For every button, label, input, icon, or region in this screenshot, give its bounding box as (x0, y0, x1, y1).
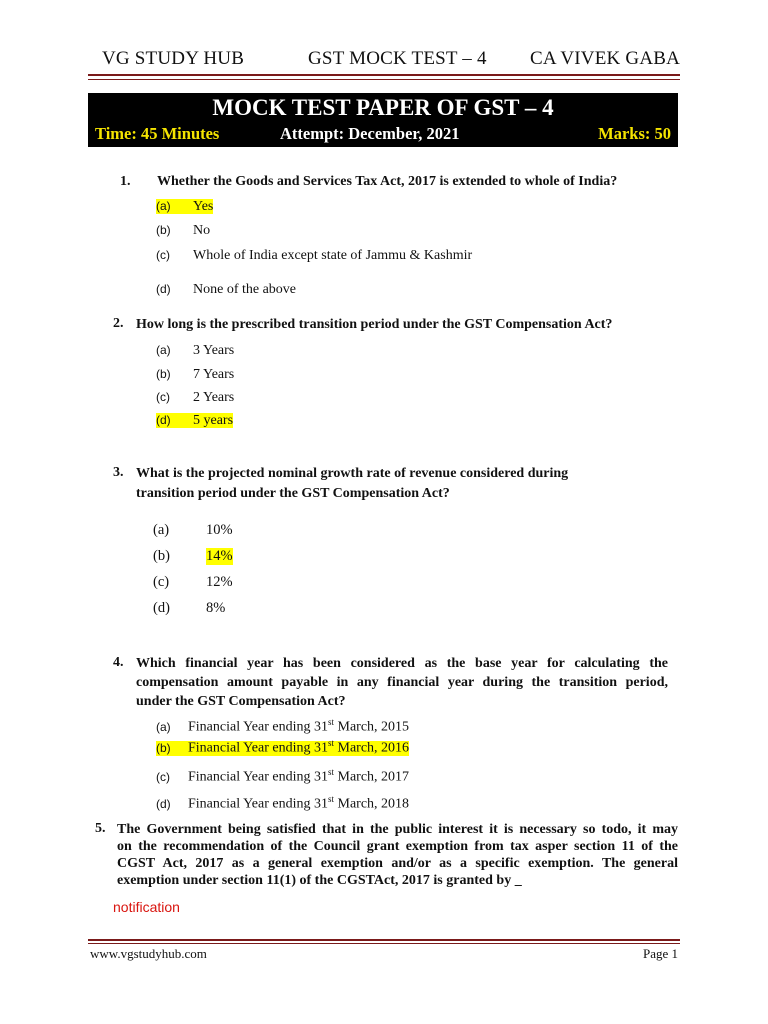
option-text: Financial Year ending 31st March, 2015 (188, 717, 410, 735)
question-text-line-2: on the recommendation of the Council grant exemption from tax asper section 11 of the (117, 839, 678, 854)
option-text: Whole of India except state of Jammu & Kashmir (193, 248, 473, 263)
option-b (156, 367, 234, 383)
header-left: VG STUDY HUB (102, 48, 245, 69)
question-number: 5. (95, 821, 106, 836)
option-c (156, 390, 234, 406)
question-text-line-3: under the GST Compensation Act? (136, 694, 346, 709)
question-text-line-2: compensation amount payable in any financial year during the transition period, (136, 675, 668, 690)
title-banner (88, 93, 678, 147)
option-a (156, 199, 213, 215)
header-right: CA VIVEK GABA (530, 48, 681, 69)
option-d (156, 794, 409, 813)
footer-website-link[interactable]: www.vgstudyhub.com (90, 946, 207, 961)
option-c (156, 767, 409, 786)
option-label: (d) (156, 413, 171, 427)
option-text: No (193, 223, 211, 238)
option-label: (b) (156, 223, 171, 237)
page-number: Page 1 (642, 946, 678, 961)
option-label: (d) (156, 282, 171, 296)
header-rule (88, 74, 680, 76)
question-text-line-1: Which financial year has been considered as the base year for calculating the (136, 656, 668, 671)
option-label: (a) (156, 343, 171, 357)
marks-label: Marks: 50 (598, 124, 671, 143)
option-b (156, 738, 409, 757)
footer-rule (88, 939, 680, 941)
option-c (153, 574, 233, 591)
attempt-label: Attempt: December, 2021 (280, 124, 460, 143)
question-number: 4. (113, 655, 124, 670)
option-text: Financial Year ending 31st March, 2018 (188, 794, 410, 812)
header-rule-thin (88, 79, 680, 80)
question-text-line-1: The Government being satisfied that in the public interest it is necessary so todo, it may (117, 822, 678, 837)
option-label: (c) (156, 390, 170, 404)
option-a (156, 717, 409, 736)
option-text: 10% (206, 522, 233, 538)
time-label: Time: 45 Minutes (95, 124, 220, 143)
option-b (156, 223, 210, 239)
option-label: (d) (156, 796, 171, 811)
paper-title: MOCK TEST PAPER OF GST – 4 (212, 95, 554, 120)
option-a (156, 343, 234, 359)
question-text-line-2: transition period under the GST Compensation Act? (136, 486, 450, 501)
option-d (156, 413, 233, 429)
option-label: (b) (156, 740, 171, 755)
option-c (156, 248, 472, 264)
question-number: 3. (113, 465, 124, 480)
option-text: 5 years (193, 413, 234, 428)
option-label: (c) (156, 769, 170, 784)
option-text: 12% (206, 574, 233, 590)
question-number: 2. (113, 316, 124, 331)
option-label: (a) (156, 719, 171, 734)
option-d (156, 282, 296, 298)
header-center: GST MOCK TEST – 4 (308, 48, 487, 69)
option-label: (c) (153, 574, 170, 590)
question-text: Whether the Goods and Services Tax Act, 2017 is extended to whole of India? (157, 174, 618, 189)
question-number: 1. (120, 174, 131, 189)
option-label: (a) (153, 522, 170, 538)
option-text: Financial Year ending 31st March, 2017 (188, 767, 410, 785)
question-text: How long is the prescribed transition period under the GST Compensation Act? (136, 317, 613, 332)
option-text: 2 Years (193, 390, 235, 405)
option-b (153, 548, 233, 565)
option-label: (a) (156, 199, 171, 213)
question-text-line-3: CGST Act, 2017 as a general exemption and/or as a specific exemption. The general (117, 856, 678, 871)
option-label: (b) (153, 548, 170, 564)
option-label: (d) (153, 600, 170, 616)
option-text: 3 Years (193, 343, 235, 358)
option-label: (c) (156, 248, 170, 262)
footer-rule-thin (88, 943, 680, 944)
option-text: 7 Years (193, 367, 235, 382)
option-text: Yes (193, 199, 214, 214)
option-text: 8% (206, 600, 226, 616)
option-a (153, 522, 233, 539)
option-d (153, 600, 225, 617)
answer-text: notification (113, 899, 180, 915)
option-label: (b) (156, 367, 171, 381)
question-text-line-4: exemption under section 11(1) of the CGSTAct, 2017 is granted by _ (117, 873, 522, 888)
option-text: None of the above (193, 282, 297, 297)
option-text: Financial Year ending 31st March, 2016 (188, 738, 410, 756)
question-text-line-1: What is the projected nominal growth rate of revenue considered during (136, 466, 569, 481)
option-text: 14% (206, 548, 233, 564)
